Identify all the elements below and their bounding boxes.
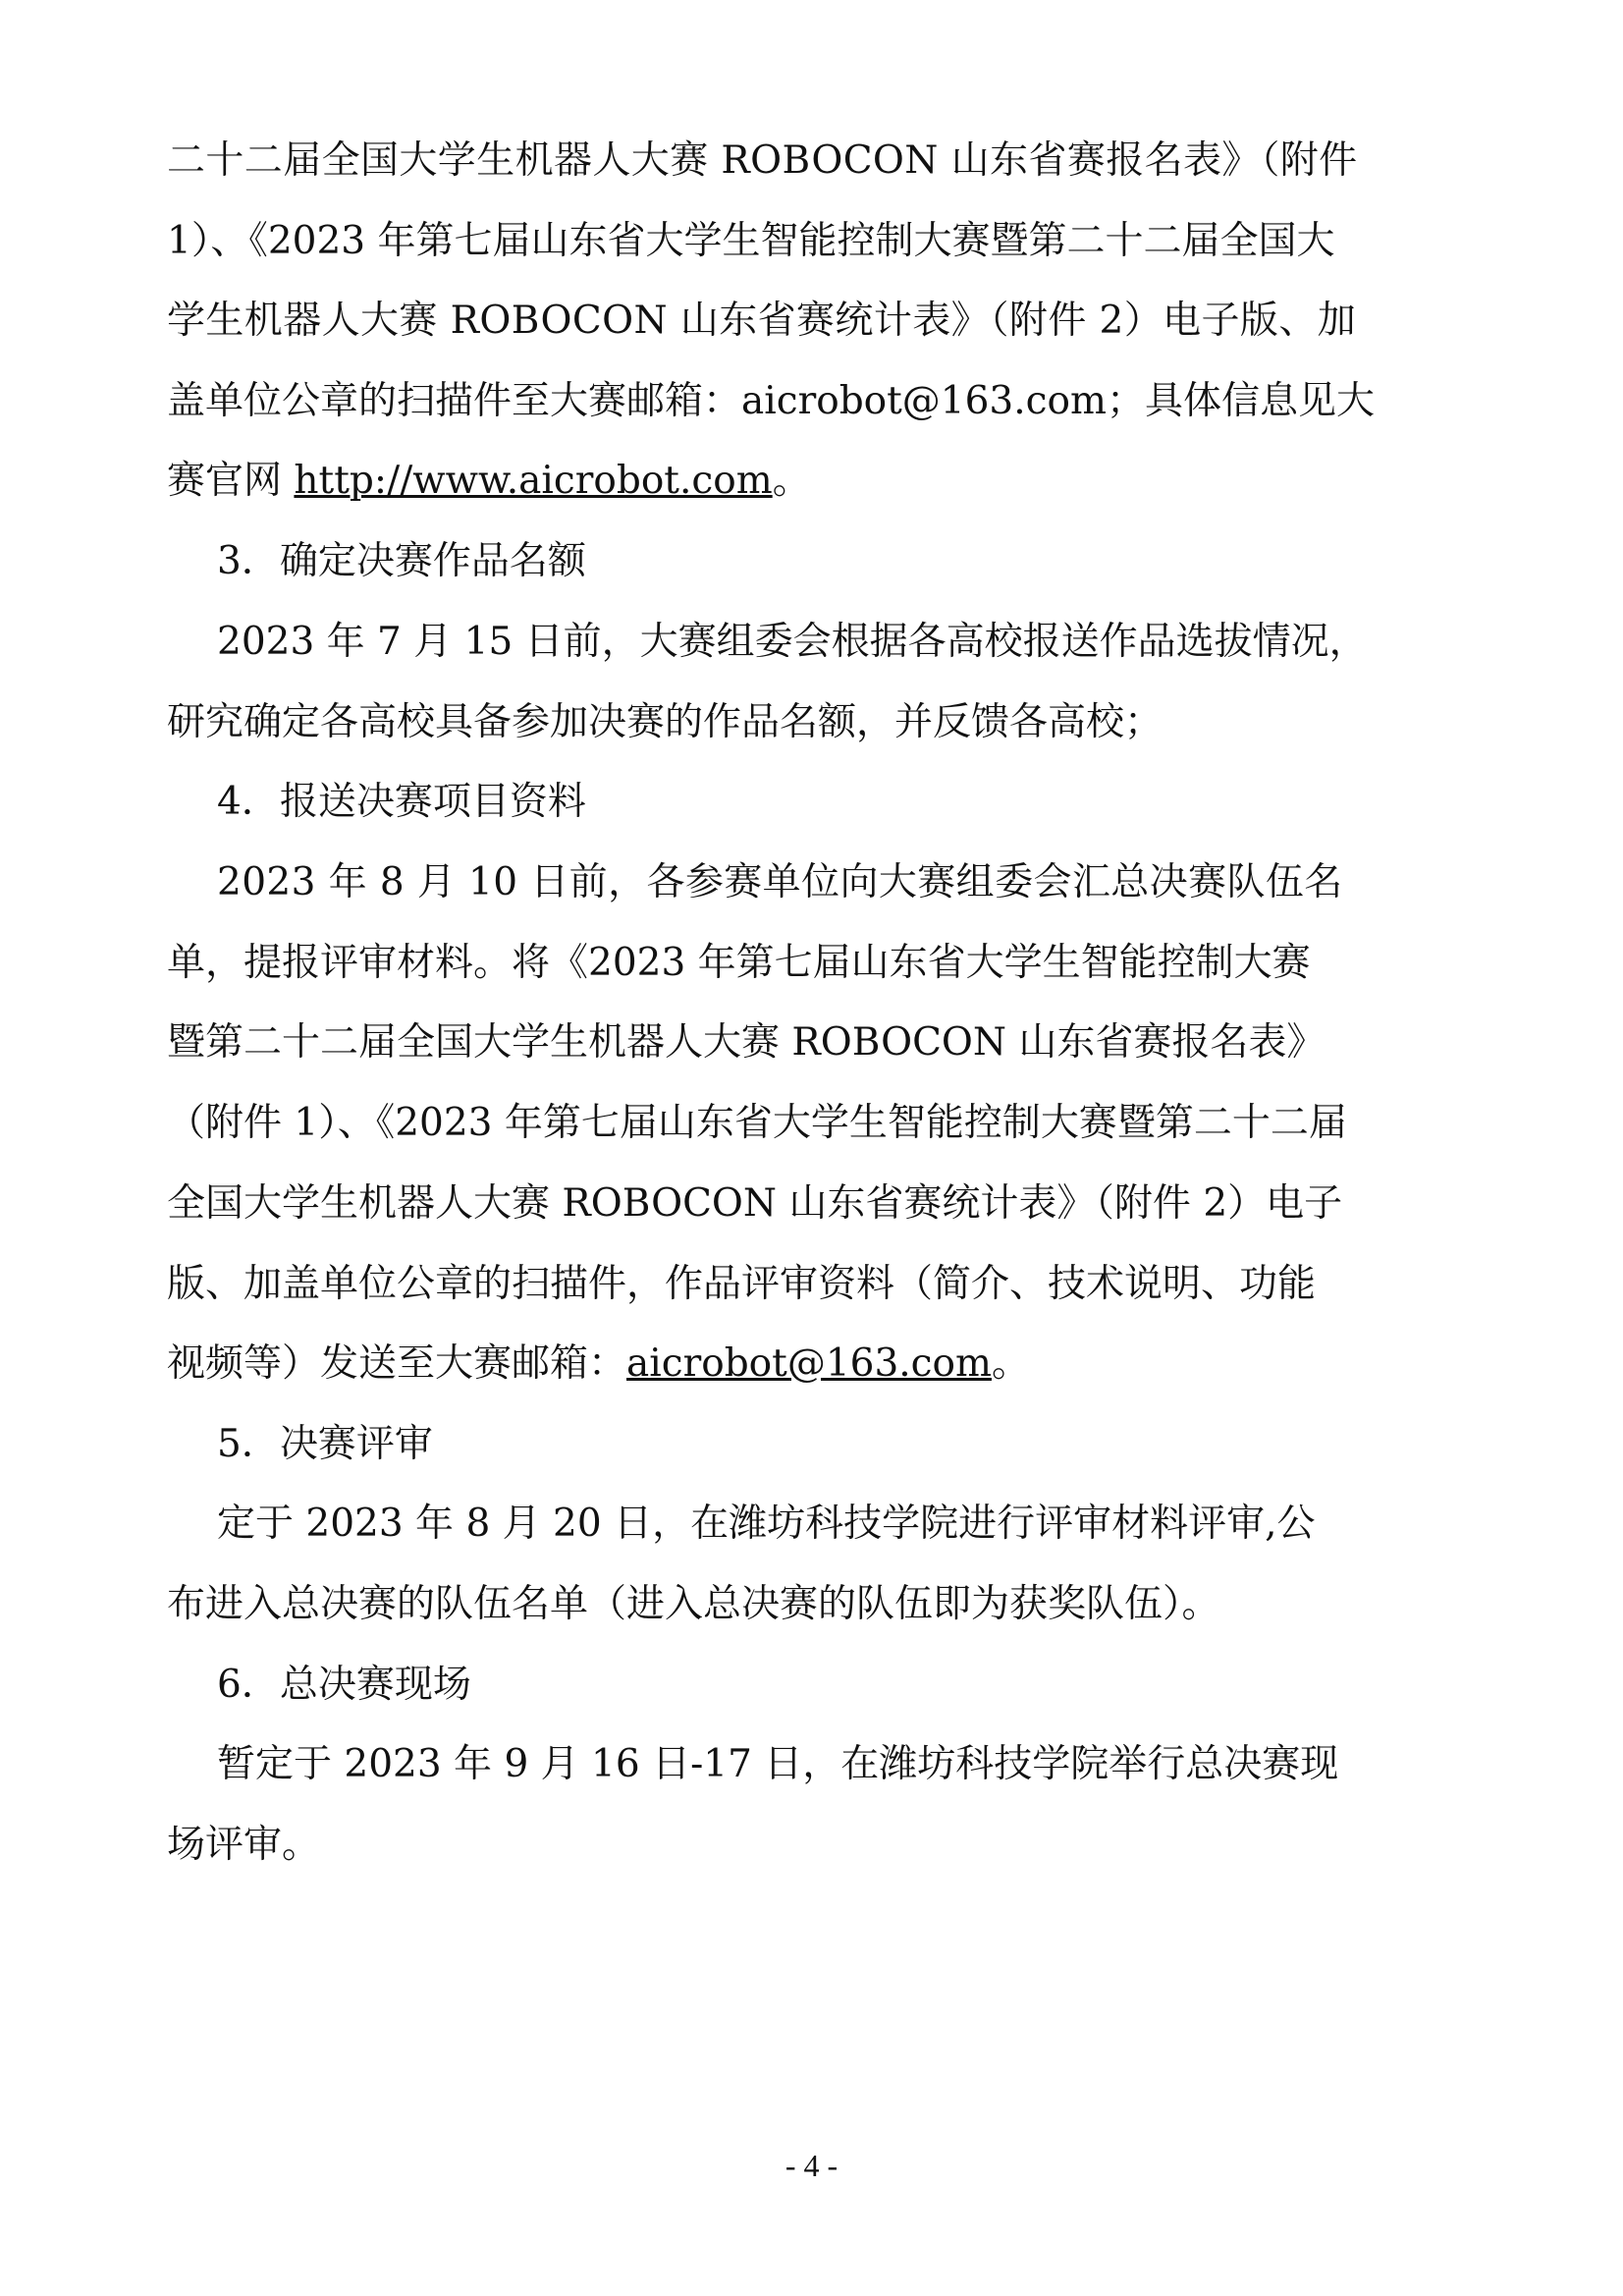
- line-text: 2023 年 7 月 15 日前，大赛组委会根据各高校报送作品选拔情况，: [217, 620, 1368, 664]
- heading-text: 5．决赛评审: [217, 1422, 433, 1466]
- line-text: 研究确定各高校具备参加决赛的作品名额，并反馈各高校；: [167, 700, 1163, 744]
- body-line: [167, 1581, 1623, 1628]
- page-number: - 4 -: [784, 2148, 839, 2183]
- body-line: [167, 137, 1623, 185]
- line-text: 赛官网: [167, 459, 295, 503]
- body-line: [167, 1180, 1623, 1228]
- heading-text: 3．确定决赛作品名额: [217, 539, 586, 583]
- heading-text: 4．报送决赛项目资料: [217, 780, 586, 824]
- line-text: 。: [991, 1341, 1030, 1386]
- body-line: [167, 218, 1623, 265]
- body-line: [167, 458, 1623, 505]
- line-text: （附件 1）、《2023 年第七届山东省大学生智能控制大赛暨第二十二届: [167, 1101, 1347, 1145]
- section-heading: [217, 538, 1623, 585]
- line-text: 暂定于 2023 年 9 月 16 日-17 日，在潍坊科技学院举行总决赛现: [217, 1742, 1339, 1786]
- line-text: 场评审。: [167, 1823, 321, 1867]
- line-text: 二十二届全国大学生机器人大赛 ROBOCON 山东省赛报名表》（附件: [167, 138, 1358, 183]
- section-heading: [217, 1421, 1623, 1468]
- body-line: [167, 699, 1623, 746]
- body-line: [217, 619, 1623, 666]
- email-link[interactable]: aicrobot@163.com: [626, 1341, 992, 1386]
- line-text: 布进入总决赛的队伍名单（进入总决赛的队伍即为获奖队伍）。: [167, 1582, 1220, 1626]
- body-line: [167, 1340, 1623, 1388]
- section-heading: [217, 779, 1623, 826]
- line-text: 单，提报评审材料。将《2023 年第七届山东省大学生智能控制大赛: [167, 941, 1311, 985]
- body-line: [167, 1822, 1623, 1869]
- line-text: 盖单位公章的扫描件至大赛邮箱：aicrobot@163.com；具体信息见大: [167, 379, 1375, 423]
- line-text: 暨第二十二届全国大学生机器人大赛 ROBOCON 山东省赛报名表》: [167, 1020, 1325, 1065]
- line-text: 。: [772, 459, 811, 503]
- body-line: [167, 378, 1623, 425]
- line-text: 学生机器人大赛 ROBOCON 山东省赛统计表》（附件 2）电子版、加: [167, 299, 1357, 343]
- line-text: 1）、《2023 年第七届山东省大学生智能控制大赛暨第二十二届全国大: [167, 219, 1335, 263]
- line-text: 版、加盖单位公章的扫描件，作品评审资料（简介、技术说明、功能: [167, 1262, 1317, 1306]
- body-line: [167, 1261, 1623, 1308]
- line-text: 全国大学生机器人大赛 ROBOCON 山东省赛统计表》（附件 2）电子: [167, 1181, 1343, 1226]
- body-line: [167, 1100, 1623, 1147]
- line-text: 定于 2023 年 8 月 20 日，在潍坊科技学院进行评审材料评审,公: [217, 1502, 1316, 1546]
- body-line: [167, 298, 1623, 345]
- website-link[interactable]: http://www.aicrobot.com: [294, 459, 773, 503]
- heading-text: 6．总决赛现场: [217, 1663, 471, 1707]
- body-line: [167, 940, 1623, 987]
- body-line: [217, 1741, 1623, 1788]
- body-line: [167, 1019, 1623, 1066]
- body-line: [217, 859, 1623, 906]
- body-line: [217, 1501, 1623, 1548]
- line-text: 2023 年 8 月 10 日前，各参赛单位向大赛组委会汇总决赛队伍名: [217, 860, 1343, 904]
- line-text: 视频等）发送至大赛邮箱：: [167, 1341, 627, 1386]
- section-heading: [217, 1662, 1623, 1709]
